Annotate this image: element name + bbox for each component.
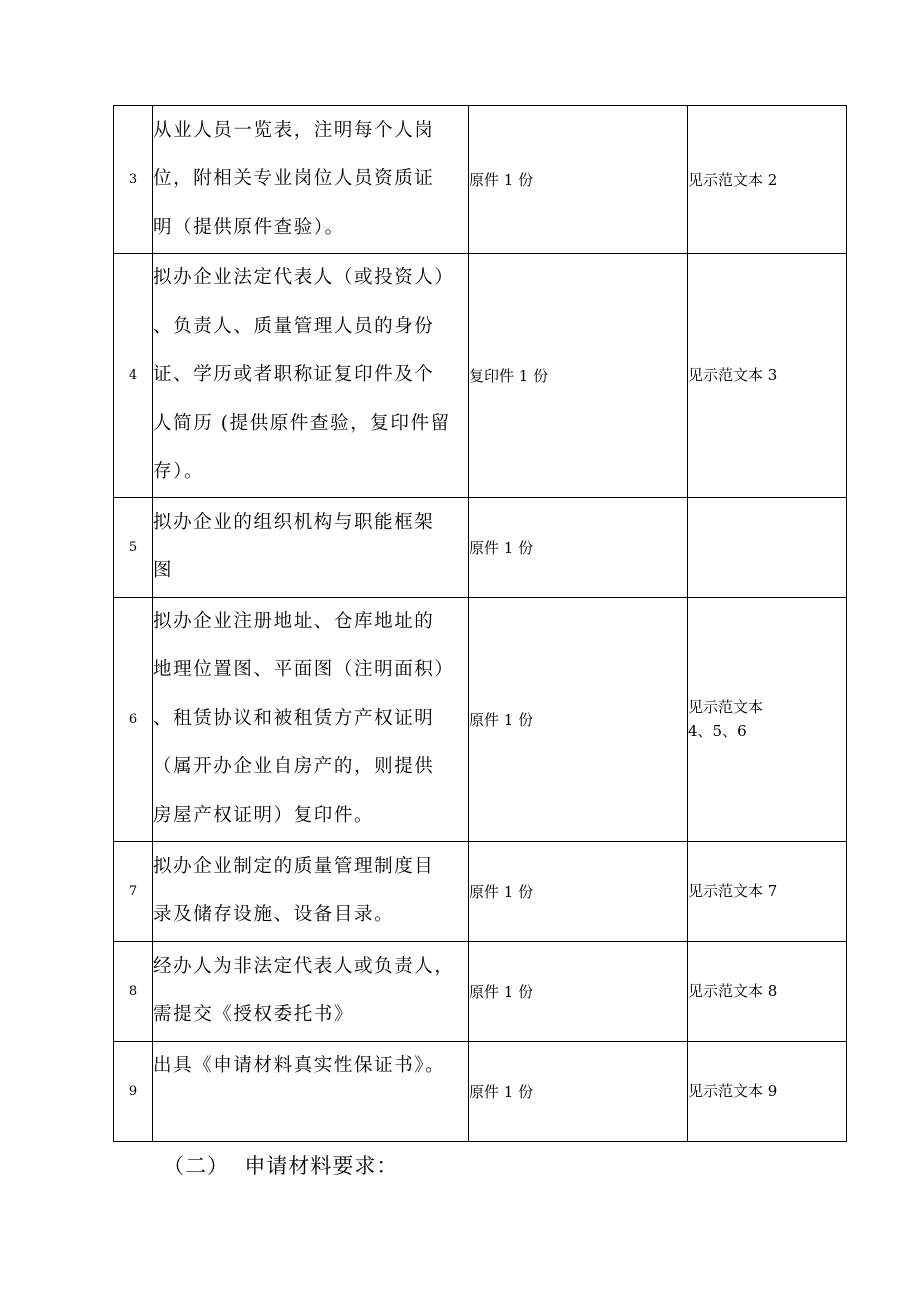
material-name-line: 位，附相关专业岗位人员资质证 <box>153 168 435 190</box>
row-number: 6 <box>114 597 153 841</box>
section-heading: （二） 申请材料要求： <box>163 1154 399 1178</box>
copy-count: 原件 1 份 <box>469 497 688 597</box>
sample-reference-line: 见示范文本 8 <box>688 982 778 1000</box>
material-name-line: 人简历 (提供原件查验，复印件留 <box>153 412 451 434</box>
material-name-line: 从业人员一览表，注明每个人岗 <box>153 119 435 141</box>
table-row <box>114 597 847 841</box>
copy-count: 原件 1 份 <box>469 106 688 254</box>
row-number: 7 <box>114 841 153 941</box>
material-name <box>153 106 469 254</box>
sample-reference-line: 4、5、6 <box>688 722 747 740</box>
table-row <box>114 941 847 1041</box>
row-number: 3 <box>114 106 153 254</box>
sample-reference <box>688 497 847 597</box>
sample-reference <box>688 841 847 941</box>
material-name-line: 地理位置图、平面图（注明面积） <box>153 659 455 681</box>
material-name-line: 录及储存设施、设备目录。 <box>153 904 395 925</box>
sample-reference <box>688 254 847 498</box>
material-name-line: 图 <box>153 560 174 581</box>
copy-count: 原件 1 份 <box>469 1041 688 1141</box>
material-name-line: 存）。 <box>153 461 205 482</box>
table-row <box>114 106 847 254</box>
row-number: 8 <box>114 941 153 1041</box>
material-name-line: 明（提供原件查验）。 <box>153 216 345 238</box>
material-name-line: 经办人为非法定代表人或负责人， <box>153 955 455 977</box>
material-name <box>153 597 469 841</box>
material-name-line: 拟办企业注册地址、仓库地址的 <box>153 610 435 632</box>
sample-reference <box>688 106 847 254</box>
sample-reference-line: 见示范文本 3 <box>688 366 778 385</box>
material-name-line: 出具《申请材料真实性保证书》。 <box>153 1054 446 1076</box>
row-number: 5 <box>114 497 153 597</box>
material-name-line: 拟办企业制定的质量管理制度目 <box>153 855 435 877</box>
table-row <box>114 841 847 941</box>
materials-table <box>113 105 847 1142</box>
material-name-line: 房屋产权证明）复印件。 <box>153 804 375 826</box>
material-name <box>153 841 469 941</box>
material-name-line: 、负责人、质量管理人员的身份 <box>153 315 435 337</box>
copy-count: 原件 1 份 <box>469 941 688 1041</box>
material-name-line: 拟办企业的组织机构与职能框架 <box>153 511 435 533</box>
material-name <box>153 1041 469 1141</box>
table-row <box>114 1041 847 1141</box>
sample-reference <box>688 597 847 841</box>
table-row <box>114 497 847 597</box>
sample-reference-line: 见示范文本 7 <box>688 882 778 900</box>
sample-reference-line: 见示范文本 2 <box>688 170 778 189</box>
table-row <box>114 254 847 498</box>
material-name <box>153 254 469 498</box>
material-name-line: 需提交《授权委托书》 <box>153 1004 355 1025</box>
material-name <box>153 497 469 597</box>
row-number: 9 <box>114 1041 153 1141</box>
row-number: 4 <box>114 254 153 498</box>
copy-count: 原件 1 份 <box>469 841 688 941</box>
sample-reference-line: 见示范文本 9 <box>688 1082 778 1100</box>
material-name-line: 、租赁协议和被租赁方产权证明 <box>153 707 435 729</box>
sample-reference <box>688 1041 847 1141</box>
copy-count: 原件 1 份 <box>469 597 688 841</box>
material-name-line: 证、学历或者职称证复印件及个 <box>153 364 435 385</box>
material-name-line: （属开办企业自房产的，则提供 <box>153 756 435 778</box>
sample-reference-line: 见示范文本 <box>688 698 764 716</box>
sample-reference <box>688 941 847 1041</box>
material-name-line: 拟办企业法定代表人（或投资人） <box>153 267 455 288</box>
copy-count: 复印件 1 份 <box>469 254 688 498</box>
material-name <box>153 941 469 1041</box>
